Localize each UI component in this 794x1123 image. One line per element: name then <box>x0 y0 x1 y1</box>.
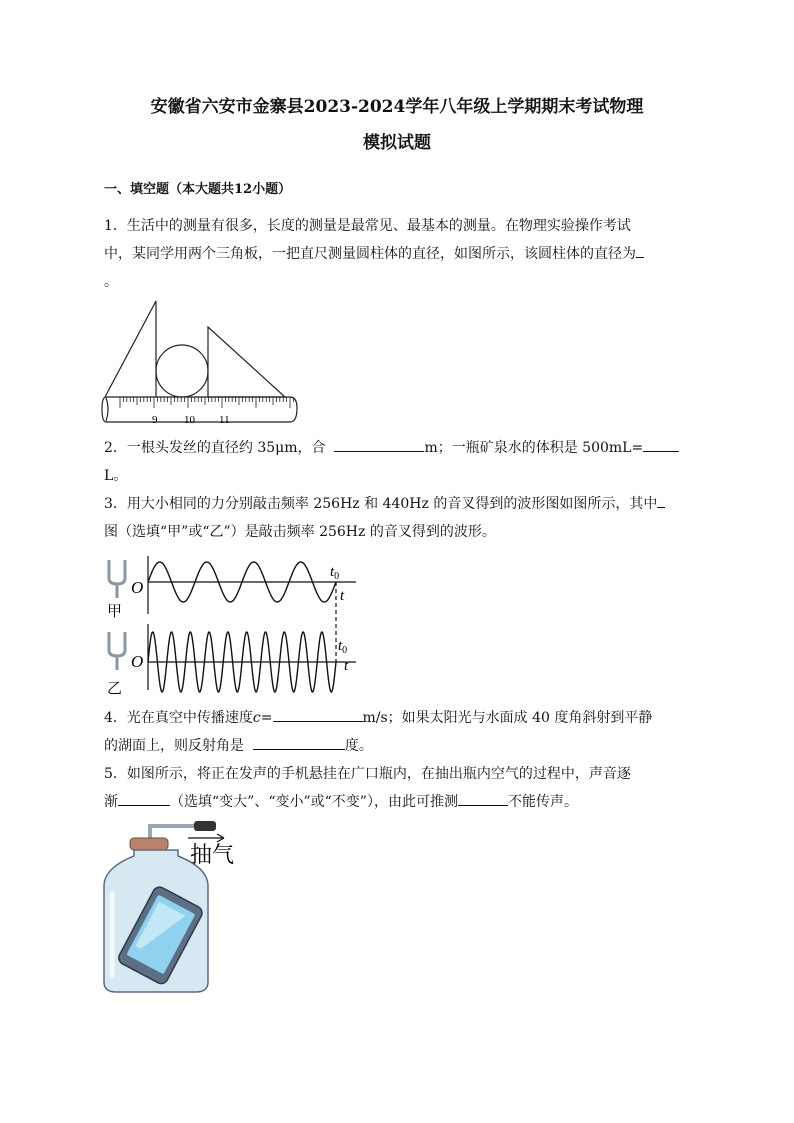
question-2-line-1 <box>104 434 696 462</box>
answer-blank-5a[interactable] <box>118 790 170 806</box>
label-yi: 乙 <box>107 681 123 696</box>
ruler-label-10: 10 <box>184 414 195 426</box>
question-4-line-1 <box>104 704 696 732</box>
answer-blank-1[interactable] <box>636 242 644 258</box>
question-1-text: 中，某同学用两个三角板，一把直尺测量圆柱体的直径，如图所示，该圆柱体的直径为 <box>104 246 636 262</box>
question-3-line-2: 图（选填“甲”或“乙”）是敲击频率 256Hz 的音叉得到的波形。 <box>104 524 496 540</box>
wave-yi <box>148 632 336 692</box>
label-jia: 甲 <box>107 604 123 620</box>
answer-blank-5b[interactable] <box>458 790 508 806</box>
answer-blank-4b[interactable] <box>253 734 345 750</box>
question-1-line-1: 1．生活中的测量有很多，长度的测量是最常见、最基本的测量。在物理实验操作考试 <box>104 218 631 234</box>
t0-label-yi: $t_0$ <box>338 638 348 656</box>
tube-valve <box>194 821 216 831</box>
left-triangle <box>105 301 156 397</box>
question-4-line-2a: 的湖面上，则反射角是 <box>104 738 244 754</box>
answer-blank-2a[interactable] <box>334 436 424 452</box>
question-1-line-3: 。 <box>104 274 118 290</box>
question-3-line-1 <box>104 490 696 518</box>
question-2-line-2: L。 <box>104 468 128 484</box>
origin-label-jia: O <box>131 578 144 597</box>
page-title: 安徽省六安市金寨县2023-2024学年八年级上学期期末考试物理 <box>150 97 644 117</box>
jar-lid <box>130 838 168 850</box>
t-label-yi: t <box>344 658 349 674</box>
answer-blank-4a[interactable] <box>273 706 363 722</box>
ruler-label-11: 11 <box>219 414 230 426</box>
tuning-fork-jia-icon <box>109 560 125 598</box>
right-triangle <box>208 327 285 397</box>
question-5-line-2b: （选填“变大”、“变小”或“不变”），由此可推测 <box>170 794 458 810</box>
question-3-text: 3．用大小相同的力分别敲击频率 256Hz 和 440Hz 的音叉得到的波形图如图所示，其中 <box>104 496 658 512</box>
question-2-part-1: 2．一根头发丝的直径约 35μm，合 <box>104 440 326 456</box>
origin-label-yi: O <box>131 652 144 671</box>
pump-label: 抽气 <box>190 842 235 867</box>
t-label-jia: t <box>340 588 345 604</box>
question-1-line-2 <box>104 240 696 268</box>
question-5-line-1: 5．如图所示，将正在发声的手机悬挂在广口瓶内，在抽出瓶内空气的过程中，声音逐 <box>104 766 631 782</box>
question-4-part-3: m/s；如果太阳光与水面成 40 度角斜射到平静 <box>362 710 653 726</box>
answer-blank-3[interactable] <box>657 492 665 508</box>
answer-blank-2b[interactable] <box>643 436 679 452</box>
question-4-part-1: 4．光在真空中传播速度 <box>104 710 253 726</box>
page-subtitle: 模拟试题 <box>363 133 431 153</box>
tuning-fork-yi-icon <box>109 632 125 670</box>
waveform-figure <box>104 552 360 696</box>
question-5-line-2 <box>104 788 696 816</box>
ruler-label-9: 9 <box>152 414 158 426</box>
ruler-ticks <box>120 397 293 408</box>
section-heading: 一、填空题（本大题共12小题） <box>104 182 292 197</box>
question-4-line-2 <box>104 732 696 760</box>
jar-phone-figure <box>100 816 250 996</box>
ruler-triangles-figure <box>100 296 302 430</box>
equals-sign: = <box>260 710 273 726</box>
speed-variable: c <box>252 710 261 726</box>
question-4-line-2b: 度。 <box>344 738 373 754</box>
ruler-body <box>102 397 297 422</box>
t0-label-jia: $t_0$ <box>330 564 340 582</box>
question-5-line-2c: 不能传声。 <box>507 794 578 810</box>
cylinder-circle <box>156 345 208 397</box>
question-2-part-2: m；一瓶矿泉水的体积是 500mL= <box>424 440 644 456</box>
question-5-line-2a: 渐 <box>104 794 118 810</box>
